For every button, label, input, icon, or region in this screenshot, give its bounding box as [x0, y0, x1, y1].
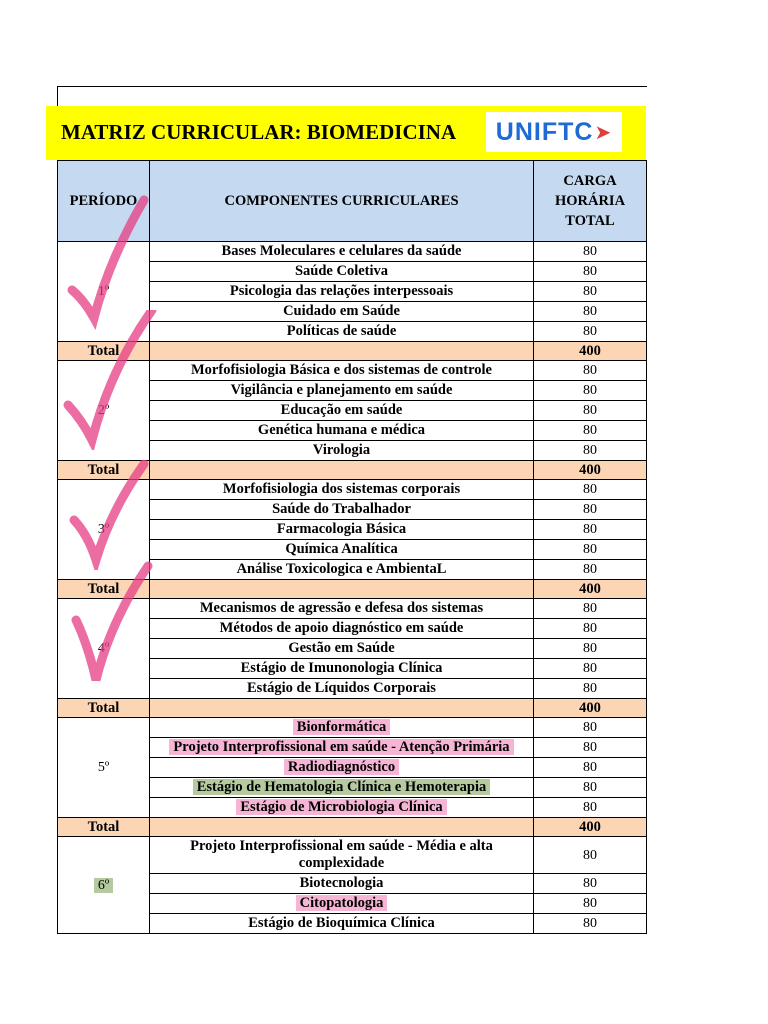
curriculum-table: [57, 160, 647, 934]
component-name: Métodos de apoio diagnóstico em saúde: [219, 620, 464, 636]
hours-cell: 80: [534, 282, 647, 302]
table-row: [58, 599, 647, 619]
component-name: Bases Moleculares e celulares da saúde: [221, 243, 462, 259]
hours-cell: 80: [534, 894, 647, 914]
component-name-cell: [150, 798, 534, 818]
hours-cell: 80: [534, 242, 647, 262]
component-name-cell: [150, 599, 534, 619]
total-spacer: [150, 818, 534, 837]
component-name-cell: [150, 480, 534, 500]
component-name-cell: [150, 894, 534, 914]
uniftc-logo: [486, 112, 622, 152]
component-name: Mecanismos de agressão e defesa dos sistemas: [199, 600, 484, 616]
total-row: [58, 580, 647, 599]
component-name: Morfofisiologia Básica e dos sistemas de controle: [191, 362, 492, 378]
hours-cell: 80: [534, 778, 647, 798]
hours-cell: 80: [534, 361, 647, 381]
component-name: Psicologia das relações interpessoais: [229, 283, 454, 299]
periodo-cell: 5º: [58, 718, 150, 818]
component-name-cell: [150, 560, 534, 580]
total-value: 400: [534, 461, 647, 480]
hours-cell: 80: [534, 679, 647, 699]
hours-cell: 80: [534, 540, 647, 560]
title-banner: [46, 106, 646, 160]
hours-cell: 80: [534, 619, 647, 639]
hours-cell: 80: [534, 758, 647, 778]
component-name: Biotecnologia: [299, 875, 384, 891]
total-spacer: [150, 461, 534, 480]
total-value: 400: [534, 342, 647, 361]
hours-cell: 80: [534, 837, 647, 874]
hours-cell: 80: [534, 302, 647, 322]
component-name-cell: [150, 738, 534, 758]
component-name-cell: [150, 639, 534, 659]
hours-cell: 80: [534, 874, 647, 894]
total-label: Total: [58, 580, 150, 599]
hours-cell: 80: [534, 718, 647, 738]
page-title: MATRIZ CURRICULAR: BIOMEDICINA: [61, 120, 457, 144]
component-name-cell: [150, 758, 534, 778]
table-row: [58, 242, 647, 262]
total-label: Total: [58, 342, 150, 361]
component-name: Estágio de Imunonologia Clínica: [240, 660, 443, 676]
component-name-cell: [150, 718, 534, 738]
header-carga: [534, 161, 647, 242]
component-name: Políticas de saúde: [286, 323, 397, 339]
total-row: [58, 342, 647, 361]
table-header-row: [58, 161, 647, 242]
total-value: 400: [534, 580, 647, 599]
component-name-cell: [150, 381, 534, 401]
header-carga-text: CARGA HORÁRIA TOTAL: [554, 173, 626, 229]
hours-cell: 80: [534, 401, 647, 421]
component-name: Química Analítica: [285, 541, 398, 557]
hours-cell: 80: [534, 560, 647, 580]
periodo-cell: 4º: [58, 599, 150, 699]
total-spacer: [150, 580, 534, 599]
table-row: [58, 718, 647, 738]
component-name-cell: [150, 619, 534, 639]
hours-cell: 80: [534, 441, 647, 461]
hours-cell: 80: [534, 914, 647, 934]
total-spacer: [150, 342, 534, 361]
logo-mark-icon: ➤: [594, 121, 613, 144]
component-name: Educação em saúde: [280, 402, 403, 418]
component-name: Radiodiagnóstico: [284, 759, 399, 775]
component-name: Gestão em Saúde: [288, 640, 395, 656]
component-name-cell: [150, 679, 534, 699]
component-name: Morfofisiologia dos sistemas corporais: [222, 481, 461, 497]
component-name-cell: [150, 302, 534, 322]
component-name-cell: [150, 421, 534, 441]
header-componentes: COMPONENTES CURRICULARES: [150, 161, 534, 242]
component-name: Estágio de Microbiologia Clínica: [236, 799, 446, 815]
periodo-label: 6º: [94, 878, 113, 893]
component-name-cell: [150, 262, 534, 282]
hours-cell: 80: [534, 738, 647, 758]
periodo-cell: 2º: [58, 361, 150, 461]
component-name-cell: [150, 914, 534, 934]
component-name-cell: [150, 322, 534, 342]
hours-cell: 80: [534, 639, 647, 659]
component-name-cell: [150, 874, 534, 894]
total-row: [58, 818, 647, 837]
hours-cell: 80: [534, 500, 647, 520]
periodo-cell: [58, 837, 150, 934]
component-name-cell: [150, 659, 534, 679]
total-label: Total: [58, 699, 150, 718]
hours-cell: 80: [534, 480, 647, 500]
logo-text: UNIFTC: [495, 117, 594, 146]
component-name-cell: [150, 837, 534, 874]
component-name-cell: [150, 361, 534, 381]
component-name: Vigilância e planejamento em saúde: [230, 382, 453, 398]
component-name: Estágio de Bioquímica Clínica: [248, 915, 435, 931]
table-row: [58, 361, 647, 381]
component-name-cell: [150, 500, 534, 520]
total-label: Total: [58, 461, 150, 480]
component-name: Projeto Interprofissional em saúde - Média e alta complexidade: [190, 838, 493, 871]
component-name-cell: [150, 282, 534, 302]
component-name: Genética humana e médica: [257, 422, 426, 438]
component-name-cell: [150, 242, 534, 262]
hours-cell: 80: [534, 421, 647, 441]
hours-cell: 80: [534, 659, 647, 679]
hours-cell: 80: [534, 262, 647, 282]
hours-cell: 80: [534, 322, 647, 342]
hours-cell: 80: [534, 520, 647, 540]
total-label: Total: [58, 818, 150, 837]
hours-cell: 80: [534, 599, 647, 619]
component-name-cell: [150, 441, 534, 461]
hours-cell: 80: [534, 798, 647, 818]
periodo-cell: 3º: [58, 480, 150, 580]
component-name: Cuidado em Saúde: [283, 303, 400, 319]
periodo-cell: 1º: [58, 242, 150, 342]
component-name: Citopatologia: [296, 895, 388, 911]
component-name: Projeto Interprofissional em saúde - Atenção Primária: [169, 739, 513, 755]
component-name-cell: [150, 778, 534, 798]
component-name-cell: [150, 401, 534, 421]
component-name-cell: [150, 520, 534, 540]
component-name: Saúde Coletiva: [294, 263, 389, 279]
component-name: Estágio de Hematologia Clínica e Hemoterapia: [193, 779, 491, 795]
hours-cell: 80: [534, 381, 647, 401]
total-value: 400: [534, 699, 647, 718]
component-name: Estágio de Líquidos Corporais: [247, 680, 436, 696]
total-spacer: [150, 699, 534, 718]
table-row: [58, 837, 647, 874]
component-name: Saúde do Trabalhador: [272, 501, 411, 517]
total-row: [58, 699, 647, 718]
component-name: Farmacologia Básica: [276, 521, 407, 537]
header-periodo: PERÍODO: [58, 161, 150, 242]
component-name: Análise Toxicologica e AmbientaL: [236, 561, 447, 577]
component-name-cell: [150, 540, 534, 560]
component-name: Virologia: [312, 442, 371, 458]
component-name: Bionformática: [293, 719, 390, 735]
total-value: 400: [534, 818, 647, 837]
sheet-top-border: [57, 86, 647, 107]
total-row: [58, 461, 647, 480]
table-row: [58, 480, 647, 500]
